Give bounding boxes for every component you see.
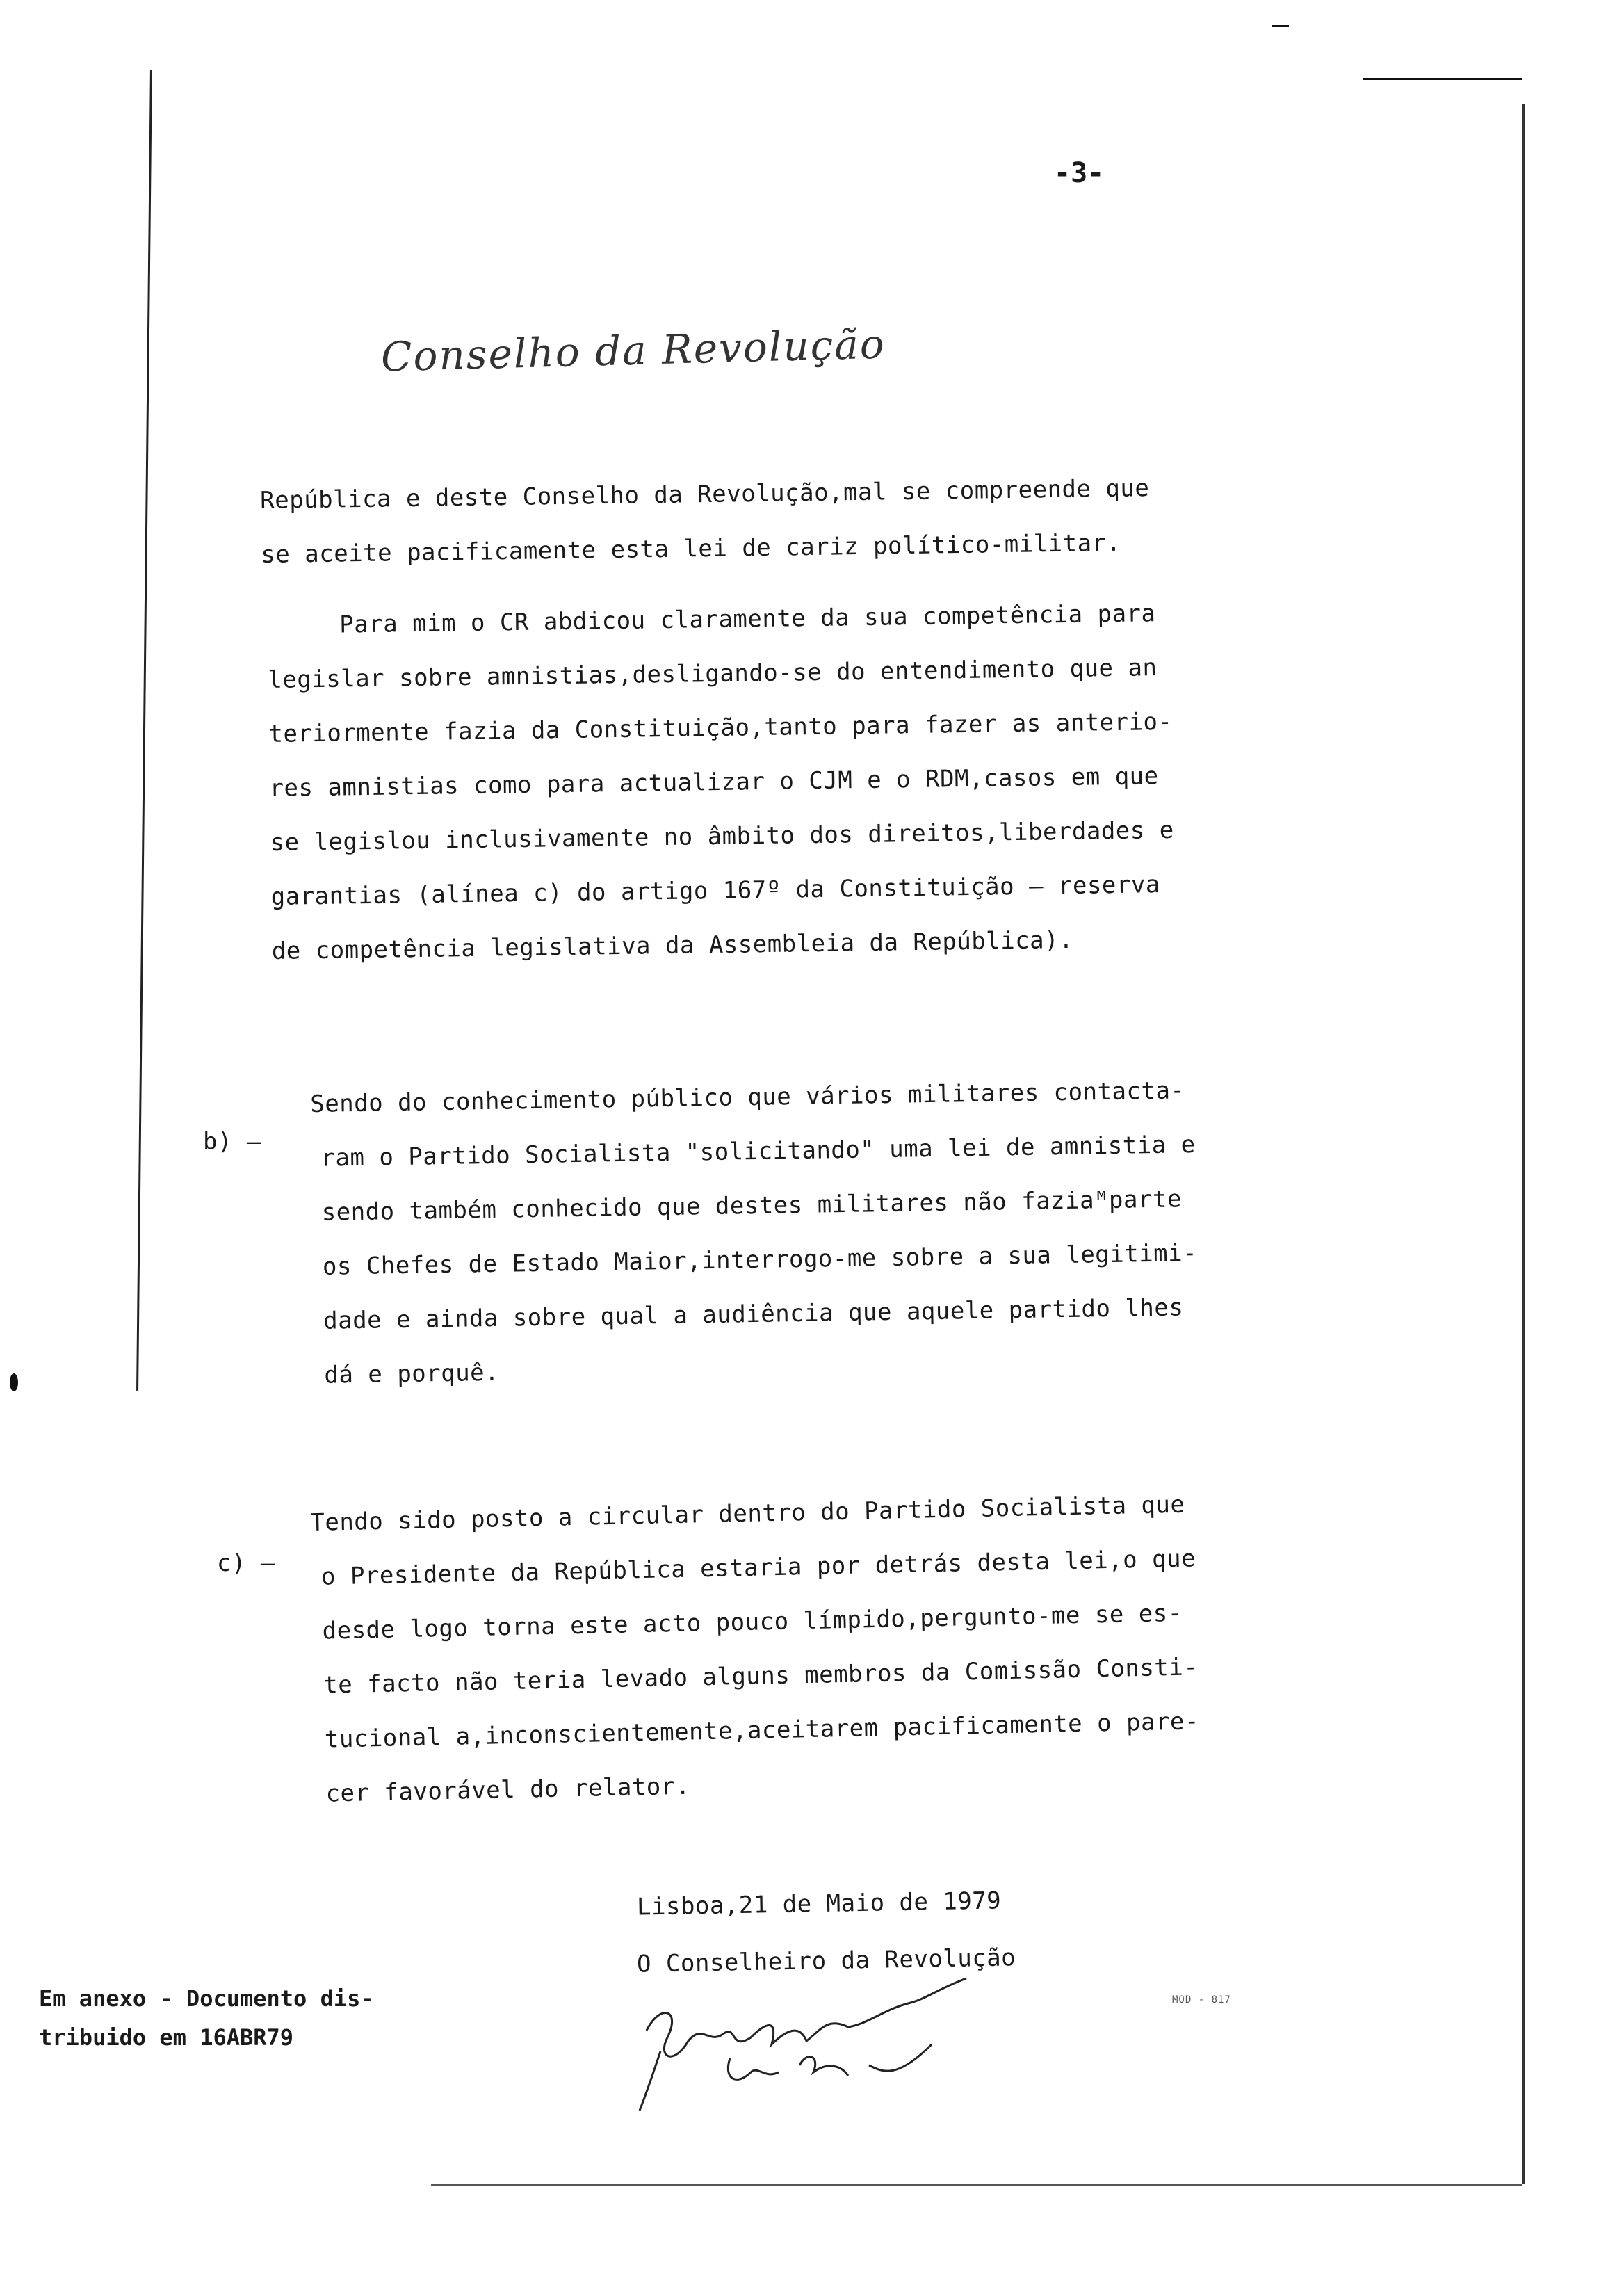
item-b-marker: b) — (203, 1128, 261, 1156)
signatory-title: O Conselheiro da Revolução (636, 1944, 1016, 1978)
top-right-line (1363, 78, 1522, 80)
text-line: Tendo sido posto a circular dentro do Partido Socialista que (310, 1490, 1185, 1537)
handwritten-signature (619, 1975, 980, 2114)
text-line: res amnistias como para actualizar o CJM e o RDM,casos em que (269, 762, 1159, 802)
text-line: se aceite pacificamente esta lei de cariz político-militar. (261, 528, 1121, 569)
right-margin-line (1522, 104, 1525, 2184)
annex-note (39, 1979, 374, 2057)
top-mark (1272, 25, 1289, 27)
text-line: desde logo torna este acto pouco límpido,pergunto-me se es- (322, 1599, 1183, 1645)
text-line: dade e ainda sobre qual a audiência que aquele partido lhes (323, 1293, 1184, 1335)
annex-line: tribuido em 16ABR79 (39, 2024, 294, 2051)
text-line: Para mim o CR abdicou claramente da sua competência para (339, 599, 1156, 639)
item-c-paragraph (310, 1490, 1201, 1808)
left-margin-line (136, 70, 152, 1391)
text-line: República e deste Conselho da Revolução,mal se compreende que (260, 474, 1150, 515)
text-line: dá e porquê. (324, 1358, 500, 1389)
text-line: cer favorável do relator. (325, 1772, 691, 1808)
place-date: Lisboa,21 de Maio de 1979 (636, 1887, 1002, 1921)
page-number: -3- (1054, 157, 1105, 189)
main-paragraph (267, 599, 1176, 965)
bottom-line (431, 2184, 1522, 2186)
text-line: teriormente fazia da Constituição,tanto para fazer as anterio- (268, 707, 1173, 748)
item-c-marker: c) — (217, 1549, 275, 1577)
left-blot (10, 1373, 18, 1391)
annex-line: Em anexo - Documento dis- (39, 1985, 374, 2012)
intro-paragraph (260, 474, 1151, 569)
form-code: MOD - 817 (1172, 1994, 1231, 2006)
text-line: garantias (alínea c) do artigo 167º da Constituição — reserva (270, 871, 1161, 911)
text-line: se legislou inclusivamente no âmbito dos direitos,liberdades e (270, 816, 1174, 857)
letterhead-title: Conselho da Revolução (380, 320, 886, 381)
text-line: de competência legislativa da Assembleia da República). (271, 926, 1074, 965)
text-line: te facto não teria levado alguns membros da Comissão Consti- (323, 1653, 1199, 1700)
text-line: o Presidente da República estaria por detrás desta lei,o que (320, 1544, 1196, 1591)
text-line: ram o Partido Socialista "solicitando" uma lei de amnistia e (320, 1131, 1196, 1172)
text-line: tucional a,inconscientemente,aceitarem pacificamente o pare- (324, 1707, 1200, 1754)
item-b-paragraph (310, 1076, 1199, 1389)
text-line: legislar sobre amnistias,desligando-se do entendimento que an (268, 654, 1158, 694)
text-line: os Chefes de Estado Maior,interrogo-me sobre a sua legitimi- (322, 1238, 1198, 1281)
text-line: Sendo do conhecimento público que vários militares contacta- (310, 1076, 1185, 1118)
text-line: sendo também conhecido que destes militares não faziaᴹparte (321, 1185, 1183, 1227)
